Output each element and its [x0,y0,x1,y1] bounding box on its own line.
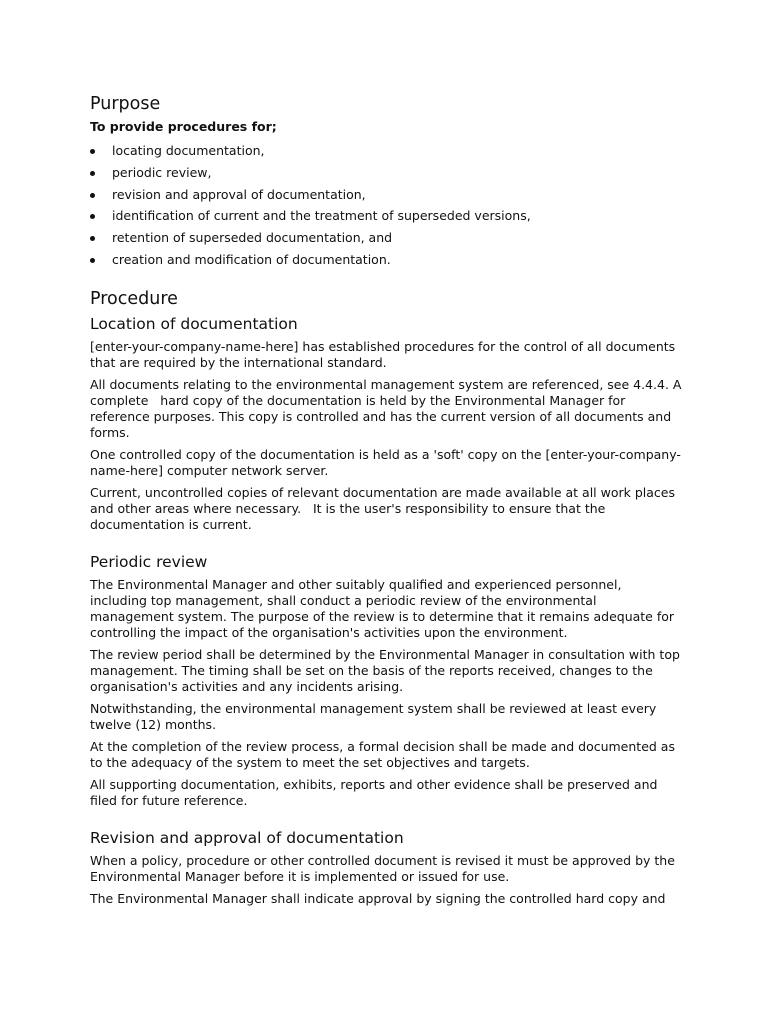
procedure-section [90,287,686,907]
list-item: revision and approval of documentation, [90,184,682,206]
procedure-heading: Procedure [90,288,178,309]
paragraph: Current, uncontrolled copies of relevant documentation are made available at all work places and other areas where necessary. It is the user's responsibility to ensure that the documentation is current. [90,484,679,532]
paragraph: [enter-your-company-name-here] has established procedures for the control of all documents that are required by the international standard. [90,338,680,370]
list-item: locating documentation, [90,140,682,162]
paragraph: Notwithstanding, the environmental management system shall be reviewed at least every twelve (12) months. [90,700,661,732]
paragraph: All documents relating to the environmental management system are referenced, see 4.4.4. A complete hard copy of the documentation is held by the Environmental Manager for reference purposes. This copy is controlled and has the current version of all documents and forms. [90,376,686,440]
list-item: retention of superseded documentation, and [90,227,682,249]
paragraph: All supporting documentation, exhibits, reports and other evidence shall be preserved and filed for future reference. [90,776,662,808]
list-item: periodic review, [90,162,682,184]
paragraph: The review period shall be determined by the Environmental Manager in consultation with top management. The timing shall be set on the basis of the reports received, changes to the organisation's activities and any incidents arising. [90,646,684,694]
paragraph: When a policy, procedure or other controlled document is revised it must be approved by the Environmental Manager before it is implemented or issued for use. [90,852,679,884]
purpose-lead: To provide procedures for; [90,119,277,134]
paragraph: One controlled copy of the documentation is held as a 'soft' copy on the [enter-your-company-name-here] computer network server. [90,446,681,478]
paragraph: The Environmental Manager and other suitably qualified and experienced personnel, including top management, shall conduct a periodic review of the environmental management system. The purpose of the review is to determine that it remains adequate for controlling the impact of the organisation's activities upon the environment. [90,576,679,640]
paragraph: At the completion of the review process, a formal decision shall be made and documented as to the adequacy of the system to meet the set objectives and targets. [90,738,679,770]
list-item: creation and modification of documentation. [90,249,682,271]
periodic-review-heading: Periodic review [90,552,208,571]
paragraph: The Environmental Manager shall indicate approval by signing the controlled hard copy and [90,890,666,906]
purpose-section [90,92,682,271]
list-item: identification of current and the treatment of superseded versions, [90,205,682,227]
revision-heading: Revision and approval of documentation [90,828,404,847]
purpose-list [90,140,682,271]
location-heading: Location of documentation [90,314,298,333]
purpose-heading: Purpose [90,94,161,114]
